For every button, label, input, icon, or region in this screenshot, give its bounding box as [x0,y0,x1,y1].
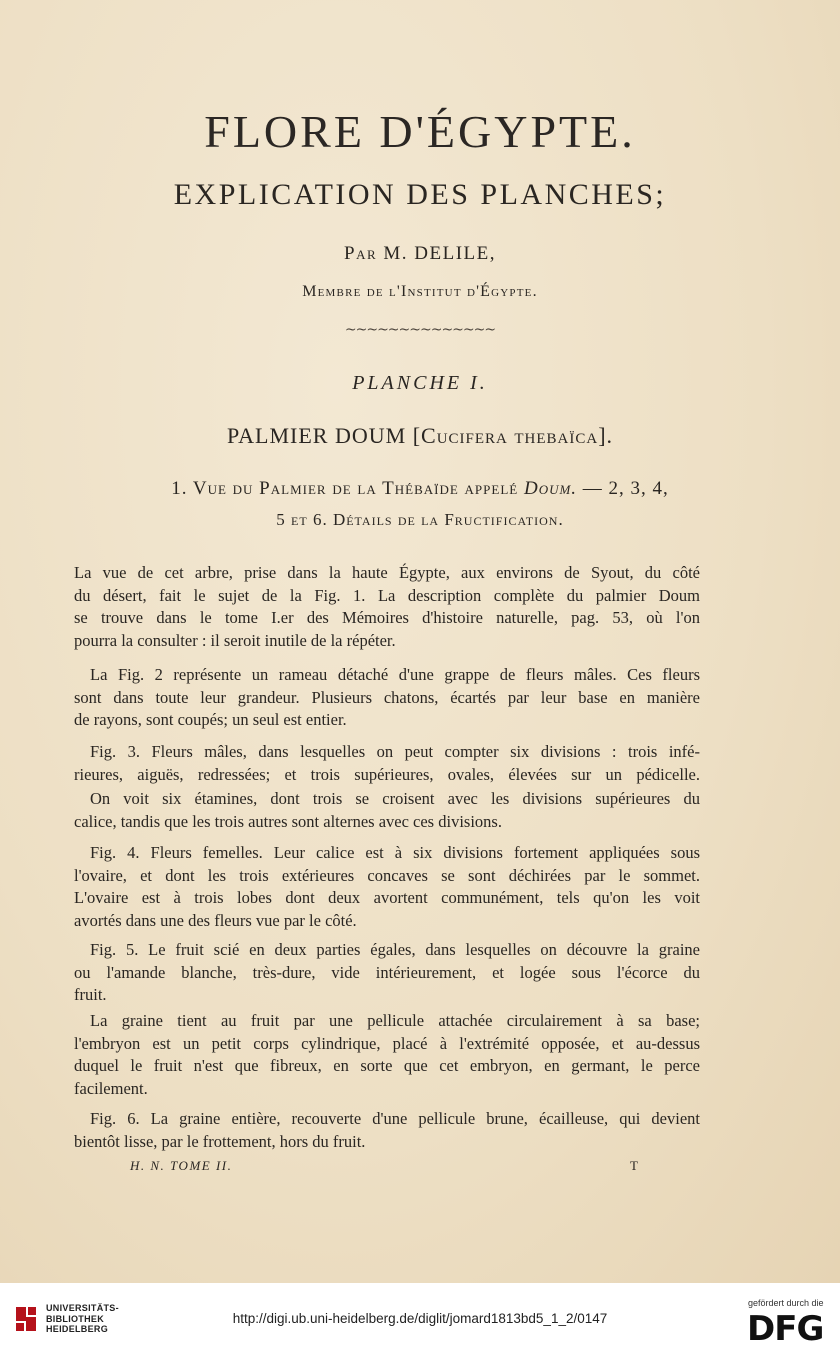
text-line: sont dans toute leur grandeur. Plusieurs chatons, écartés par leur base en manière [74,687,700,707]
text-line: rieures, aiguës, redressées; et trois supérieures, ovales, élevées sur un pédicelle. [74,764,700,784]
text-line: facilement. [74,1078,148,1098]
signature-mark: H. N. TOME II. [130,1158,233,1173]
text-line: ou l'amande blanche, très-dure, vide intérieurement, et logée sous l'écorce du [74,962,700,982]
text-line: l'embryon est un petit corps cylindrique, placé à l'extrémité opposée, et au-dessus [74,1033,700,1053]
dfg-logo[interactable]: DFG [747,1309,824,1349]
text-line: calice, tandis que les trois autres sont alternes avec ces divisions. [74,811,502,831]
ornament-divider: ~~~~~~~~~~~~~~ [344,322,496,338]
paragraph-8 [74,1108,700,1153]
text-line: Fig. 4. Fleurs femelles. Leur calice est à six divisions fortement appliquées sous [90,843,700,862]
fig-heading-numbers: — 2, 3, 4, [577,478,669,499]
text-line: pourra la consulter : il seroit inutile de la répéter. [74,630,396,650]
species-name: PALMIER DOUM [ [226,423,422,448]
member-line: Membre de l'Institut d'Égypte. [302,283,538,300]
paragraph-4 [74,788,700,833]
paragraph-1 [74,562,700,652]
figure-heading-line-2: 5 et 6. Détails de la Fructification. [276,510,564,529]
species-close: ]. [598,423,614,448]
viewer-footer-bar [0,1283,840,1353]
text-line: L'ovaire est à trois lobes dont deux avortent communément, tels qu'on les voit [74,888,700,907]
author-line: Par M. DELILE, [344,243,496,264]
text-line: se trouve dans le tome I.er des Mémoires d'histoire naturelle, pag. 53, où l'on [74,608,700,627]
fig-heading-text: 1. Vue du Palmier de la Thébaïde appelé [171,478,524,499]
text-line: Fig. 6. La graine entière, recouverte d'une pellicule brune, écailleuse, qui devient [90,1109,700,1128]
text-line: avortés dans une des fleurs vue par le côté. [74,910,357,930]
permalink-url[interactable]: http://digi.ub.uni-heidelberg.de/diglit/jomard1813bd5_1_2/0147 [232,1311,608,1326]
text-line: Fig. 3. Fleurs mâles, dans lesquelles on peut compter six divisions : trois infé- [90,742,700,761]
species-heading [0,423,840,449]
ub-line-3: HEIDELBERG [46,1324,109,1334]
paragraph-3 [74,741,700,786]
species-latin: Cucifera thebaïca [421,423,599,448]
paragraph-6 [74,939,700,1007]
paragraph-2 [74,664,700,732]
fig-heading-doum: Doum. [523,478,578,499]
text-line: La graine tient au fruit par une pellicule attachée circulairement à sa base; [90,1011,700,1030]
text-line: du désert, fait le sujet de la Fig. 1. La description complète du palmier Doum [74,585,700,605]
text-line: Fig. 5. Le fruit scié en deux parties égales, dans lesquelles on découvre la graine [90,940,700,959]
plate-heading: PLANCHE I. [352,372,488,394]
paragraph-5 [74,842,700,932]
gathering-letter: T [630,1158,638,1173]
text-line: La vue de cet arbre, prise dans la haute Égypte, aux environs de Syout, du côté [74,563,700,582]
figure-heading-line-1 [0,478,840,500]
text-line: bientôt lisse, par le frottement, hors du fruit. [74,1131,366,1151]
text-line: de rayons, sont coupés; un seul est entier. [74,710,347,729]
dfg-caption: gefördert durch die [748,1298,824,1308]
text-line: La Fig. 2 représente un rameau détaché d'une grappe de fleurs mâles. Ces fleurs [90,665,700,684]
text-line: On voit six étamines, dont trois se croisent avec les divisions supérieures du [90,789,700,808]
ub-line-2: BIBLIOTHEK [46,1313,104,1324]
ub-line-1: UNIVERSITÄTS- [46,1303,119,1313]
page-subtitle: EXPLICATION DES PLANCHES; [173,178,667,211]
text-line: l'ovaire, et dont les trois extérieures concaves se sont déchirées par le sommet. [74,865,700,885]
page-title: FLORE D'ÉGYPTE. [204,106,636,157]
text-line: fruit. [74,985,107,1004]
text-line: duquel le fruit n'est que fibreux, en sorte que cet embryon, en germant, le perce [74,1056,700,1075]
paragraph-7 [74,1010,700,1100]
